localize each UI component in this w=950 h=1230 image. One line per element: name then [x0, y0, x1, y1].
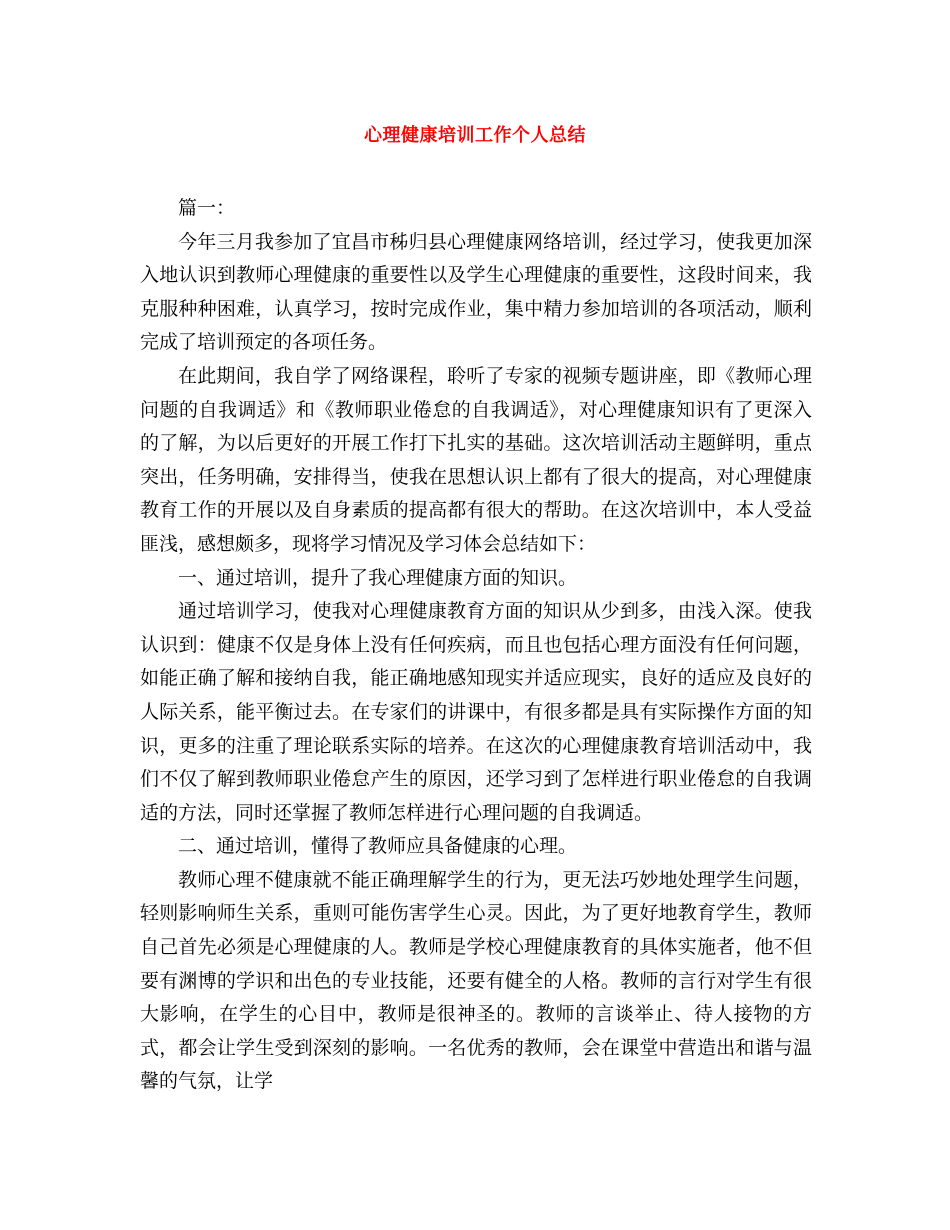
section-heading: 一、通过培训，提升了我心理健康方面的知识。: [178, 566, 578, 589]
paragraph: 通过培训学习，使我对心理健康教育方面的知识从少到多，由浅入深。使我认识到：健康不仅是身体上没有任何疾病，而且也包括心理方面没有任何问题，如能正确了解和接纳自我，能正确地感知现实并适应现实，良好的适应及良好的人际关系，能平衡过去。在专家们的讲课中，有很多都是具有实际操作方面的知识，更多的注重了理论联系实际的培养。在这次的心理健康教育培训活动中，我们不仅了解到教师职业倦怠产生的原因，还学习到了怎样进行职业倦怠的自我调适的方法，同时还掌握了教师怎样进行心理问题的自我调适。: [140, 600, 812, 824]
document-body: [140, 192, 812, 1099]
section-heading: 二、通过培训，懂得了教师应具备健康的心理。: [178, 835, 578, 858]
document-title: 心理健康培训工作个人总结: [364, 125, 586, 146]
paragraph: 今年三月我参加了宜昌市秭归县心理健康网络培训，经过学习，使我更加深入地认识到教师心理健康的重要性以及学生心理健康的重要性，这段时间来，我克服种种困难，认真学习，按时完成作业，集中精力参加培训的各项活动，顺利完成了培训预定的各项任务。: [140, 230, 812, 354]
paragraph: 在此期间，我自学了网络课程，聆听了专家的视频专题讲座，即《教师心理问题的自我调适》和《教师职业倦怠的自我调适》，对心理健康知识有了更深入的了解，为以后更好的开展工作打下扎实的基础。这次培训活动主题鲜明，重点突出，任务明确，安排得当，使我在思想认识上都有了很大的提高，对心理健康教育工作的开展以及自身素质的提高都有很大的帮助。在这次培训中，本人受益匪浅，感想颇多，现将学习情况及学习体会总结如下：: [140, 364, 812, 555]
section-label: 篇一：: [178, 197, 236, 219]
paragraph: 教师心理不健康就不能正确理解学生的行为，更无法巧妙地处理学生问题，轻则影响师生关系，重则可能伤害学生心灵。因此，为了更好地教育学生，教师自己首先必须是心理健康的人。教师是学校心理健康教育的具体实施者，他不但要有渊博的学识和出色的专业技能，还要有健全的人格。教师的言行对学生有很大影响，在学生的心目中，教师是很神圣的。教师的言谈举止、待人接物的方式，都会让学生受到深刻的影响。一名优秀的教师，会在课堂中营造出和谐与温馨的气氛，让学: [140, 868, 812, 1093]
